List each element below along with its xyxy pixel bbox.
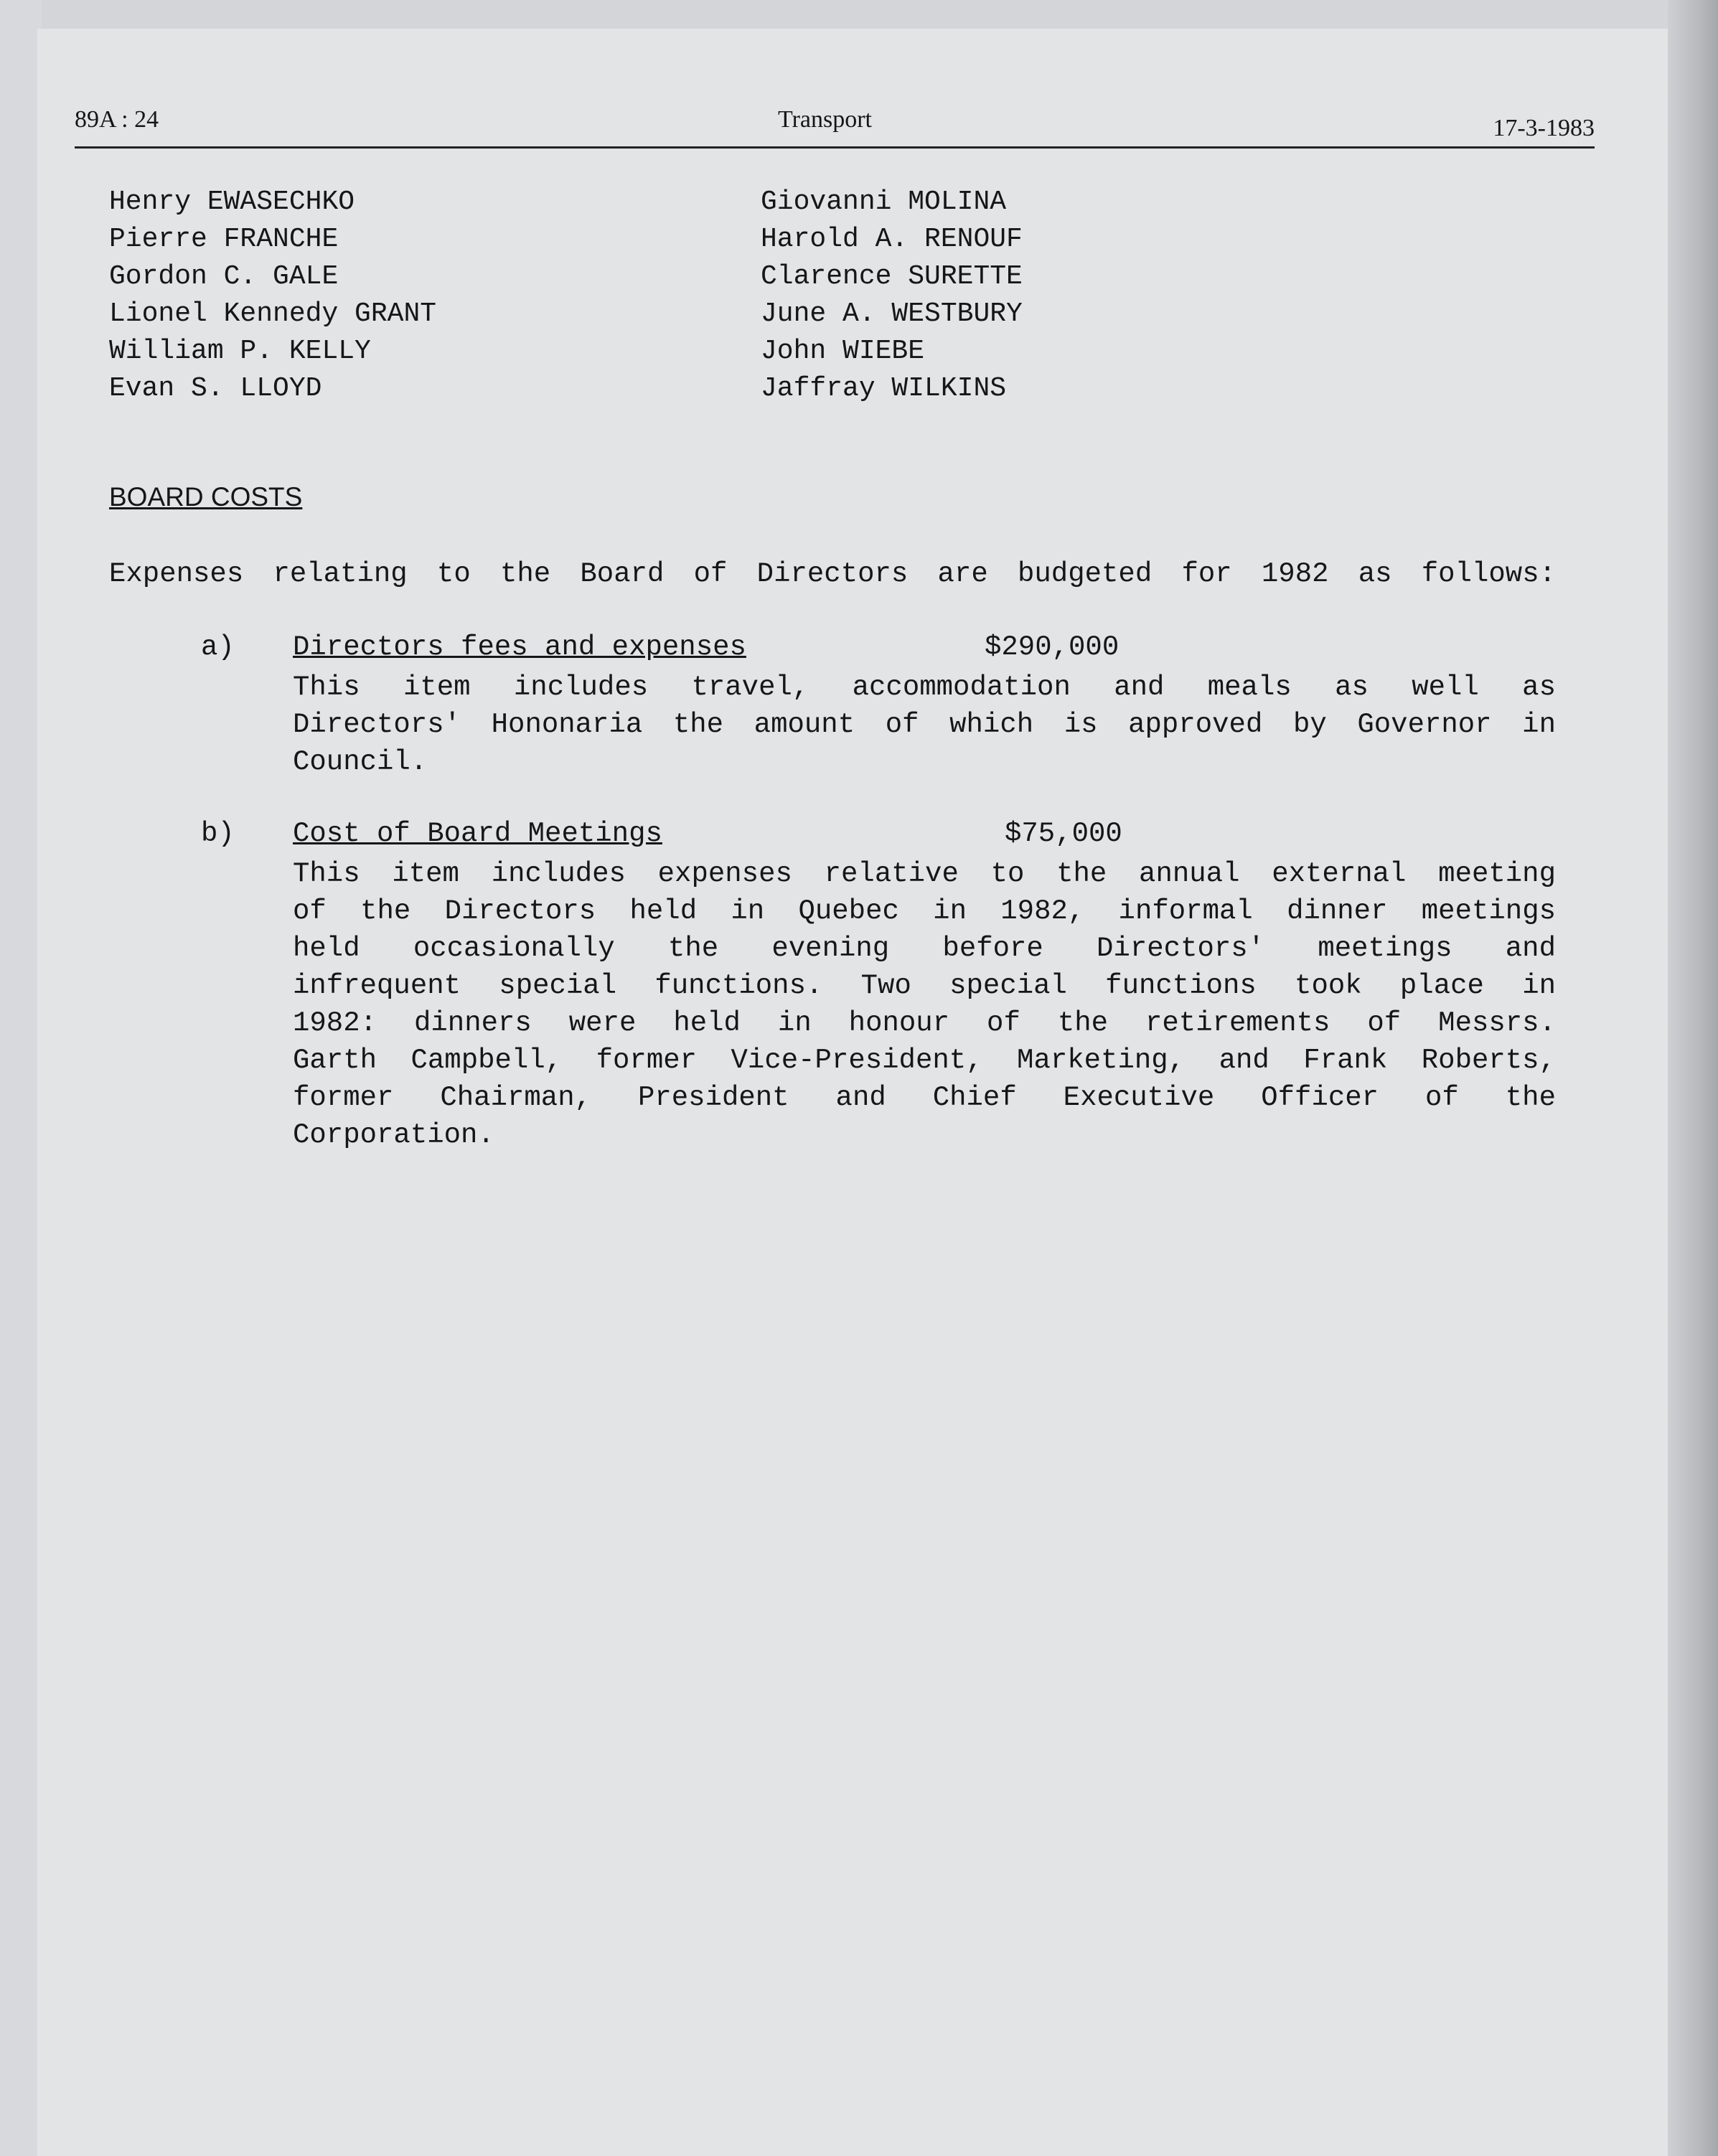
director-name: Evan S. LLOYD bbox=[109, 373, 322, 404]
director-name: Gordon C. GALE bbox=[109, 261, 339, 292]
director-name: Jaffray WILKINS bbox=[761, 373, 1007, 404]
description-line: 1982: dinners were held in honour of the retirements of Messrs. bbox=[293, 1007, 1556, 1039]
director-name: Clarence SURETTE bbox=[761, 261, 1023, 292]
header-page-number: 89A : 24 bbox=[75, 106, 159, 133]
director-name: William P. KELLY bbox=[109, 336, 371, 367]
description-line: infrequent special functions. Two special functions took place in bbox=[293, 970, 1556, 1002]
description-line: This item includes travel, accommodation and meals as well as bbox=[293, 672, 1556, 703]
director-name: Harold A. RENOUF bbox=[761, 224, 1023, 255]
description-line: of the Directors held in Quebec in 1982, informal dinner meetings bbox=[293, 895, 1556, 927]
page-left-edge bbox=[0, 0, 42, 2156]
description-line: Corporation. bbox=[293, 1119, 494, 1151]
binding-spine bbox=[1668, 0, 1718, 2156]
director-name: John WIEBE bbox=[761, 336, 925, 367]
description-line: This item includes expenses relative to the annual external meeting bbox=[293, 858, 1556, 890]
item-amount: $290,000 bbox=[985, 631, 1119, 663]
director-name: Henry EWASECHKO bbox=[109, 187, 355, 217]
director-names-right-column bbox=[761, 184, 1023, 408]
director-name: Pierre FRANCHE bbox=[109, 224, 339, 255]
header-rule bbox=[75, 146, 1595, 149]
item-description bbox=[293, 669, 1556, 781]
description-line: former Chairman, President and Chief Executive Officer of the bbox=[293, 1082, 1556, 1114]
page-header bbox=[75, 106, 1595, 149]
item-title: Directors fees and expenses bbox=[293, 631, 746, 663]
description-line: Garth Campbell, former Vice-President, Marketing, and Frank Roberts, bbox=[293, 1045, 1556, 1076]
description-line: held occasionally the evening before Directors' meetings and bbox=[293, 933, 1556, 964]
item-description bbox=[293, 855, 1556, 1154]
item-amount: $75,000 bbox=[1005, 818, 1122, 849]
item-marker: b) bbox=[201, 818, 235, 849]
section-intro: Expenses relating to the Board of Directors are budgeted for 1982 as follows: bbox=[109, 558, 1556, 590]
description-line: Directors' Hononaria the amount of which is approved by Governor in bbox=[293, 709, 1556, 740]
director-name: Giovanni MOLINA bbox=[761, 187, 1007, 217]
description-line: Council. bbox=[293, 746, 428, 778]
header-date: 17-3-1983 bbox=[1493, 115, 1595, 141]
director-name: Lionel Kennedy GRANT bbox=[109, 298, 437, 329]
item-title: Cost of Board Meetings bbox=[293, 818, 662, 849]
header-section-title: Transport bbox=[778, 106, 872, 133]
director-name: June A. WESTBURY bbox=[761, 298, 1023, 329]
item-marker: a) bbox=[201, 631, 235, 663]
section-heading: BOARD COSTS bbox=[109, 482, 303, 512]
director-names-left-column bbox=[109, 184, 436, 408]
